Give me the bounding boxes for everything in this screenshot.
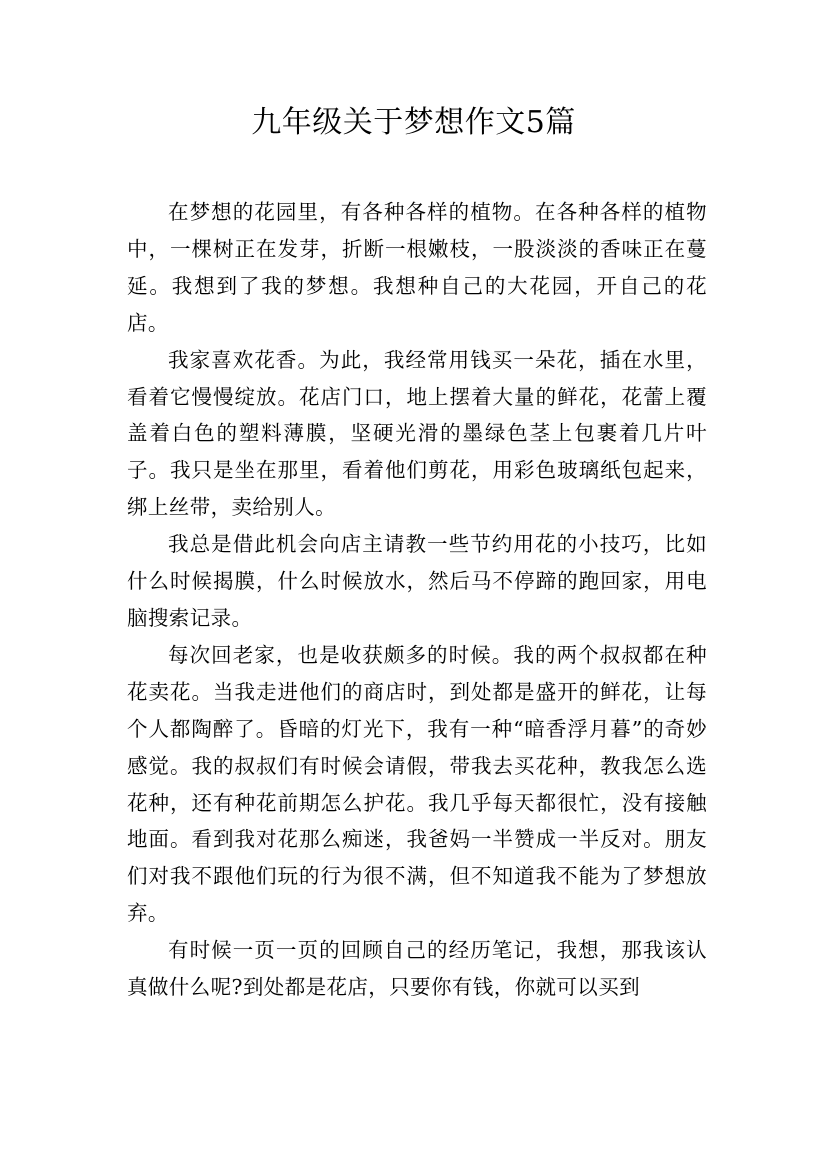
paragraph: 在梦想的花园里，有各种各样的植物。在各种各样的植物中，一棵树正在发芽，折断一根嫩枝，一股淡淡的香味正在蔓延。我想到了我的梦想。我想种自己的大花园，开自己的花店。	[127, 200, 707, 335]
document-title: 九年级关于梦想作文5篇	[251, 105, 576, 140]
paragraph: 我总是借此机会向店主请教一些节约用花的小技巧，比如什么时候揭膜，什么时候放水，然后马不停蹄的跑回家，用电脑搜索记录。	[127, 532, 707, 630]
paragraph: 我家喜欢花香。为此，我经常用钱买一朵花，插在水里，看着它慢慢绽放。花店门口，地上摆着大量的鲜花，花蕾上覆盖着白色的塑料薄膜，坚硬光滑的墨绿色茎上包裹着几片叶子。我只是坐在那里，看着他们剪花，用彩色玻璃纸包起来，绑上丝带，卖给别人。	[127, 347, 707, 520]
paragraph: 每次回老家，也是收获颇多的时候。我的两个叔叔都在种花卖花。当我走进他们的商店时，到处都是盛开的鲜花，让每个人都陶醉了。昏暗的灯光下，我有一种“暗香浮月暮”的奇妙感觉。我的叔叔们有时候会请假，带我去买花种，教我怎么选花种，还有种花前期怎么护花。我几乎每天都很忙，没有接触地面。看到我对花那么痴迷，我爸妈一半赞成一半反对。朋友们对我不跟他们玩的行为很不满，但不知道我不能为了梦想放弃。	[127, 642, 707, 926]
paragraph: 有时候一页一页的回顾自己的经历笔记，我想，那我该认真做什么呢?到处都是花店，只要你有钱，你就可以买到	[127, 938, 707, 1000]
essay-body	[127, 194, 707, 1006]
